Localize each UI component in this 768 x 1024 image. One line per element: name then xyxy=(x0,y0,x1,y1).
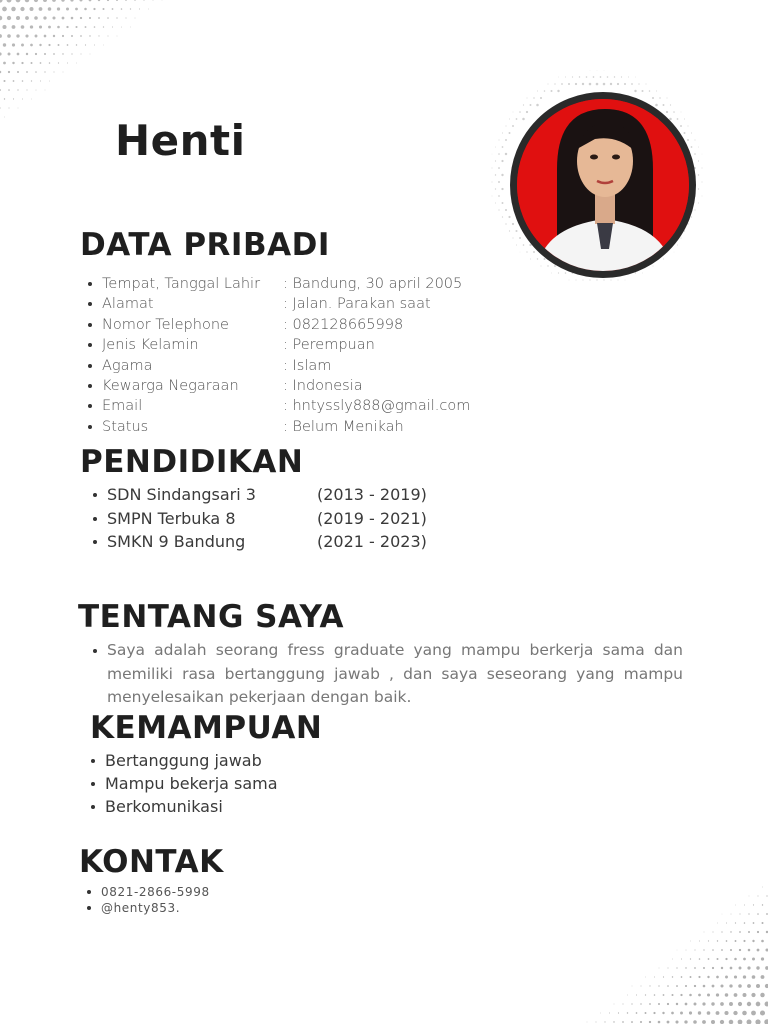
list-item: Jenis Kelamin : Perempuan xyxy=(88,335,470,355)
list-item: Berkomunikasi xyxy=(91,795,278,818)
list-item: Tempat, Tanggal Lahir : Bandung, 30 april 2005 xyxy=(88,274,470,294)
list-item: Agama : Islam xyxy=(88,356,470,376)
list-item: Mampu bekerja sama xyxy=(91,772,278,795)
list-item: SMPN Terbuka 8 (2019 - 2021) xyxy=(93,507,427,531)
list-item: SMKN 9 Bandung (2021 - 2023) xyxy=(93,530,427,554)
contact-phone: 0821-2866-5998 xyxy=(87,884,210,900)
section-heading-kontak: KONTAK xyxy=(79,844,224,880)
profile-photo xyxy=(510,92,696,278)
section-heading-tentang-saya: TENTANG SAYA xyxy=(78,599,345,635)
section-heading-data-pribadi: DATA PRIBADI xyxy=(80,227,330,263)
education-list xyxy=(93,483,427,554)
skills-list xyxy=(91,749,278,818)
dot-pattern-bottom-right xyxy=(560,860,768,1024)
section-heading-kemampuan: KEMAMPUAN xyxy=(90,710,323,746)
person-portrait-icon xyxy=(517,99,689,271)
section-heading-pendidikan: PENDIDIKAN xyxy=(80,444,304,480)
list-item: Status : Belum Menikah xyxy=(88,417,470,437)
list-item: Email : hntyssly888@gmail.com xyxy=(88,396,470,416)
personal-data-list xyxy=(88,274,470,437)
list-item: SDN Sindangsari 3 (2013 - 2019) xyxy=(93,483,427,507)
list-item: Nomor Telephone : 082128665998 xyxy=(88,315,470,335)
list-item: Kewarga Negaraan : Indonesia xyxy=(88,376,470,396)
person-name: Henti xyxy=(115,116,246,165)
list-item: Bertanggung jawab xyxy=(91,749,278,772)
contact-list xyxy=(87,884,210,916)
about-list xyxy=(93,639,683,710)
list-item: Alamat : Jalan. Parakan saat xyxy=(88,294,470,314)
about-text: Saya adalah seorang fress graduate yang mampu berkerja sama dan memiliki rasa bertanggung jawab , dan saya seseorang yang mampu menyelesaikan pekerjaan dengan baik. xyxy=(93,639,683,710)
contact-social: @henty853. xyxy=(87,900,210,916)
